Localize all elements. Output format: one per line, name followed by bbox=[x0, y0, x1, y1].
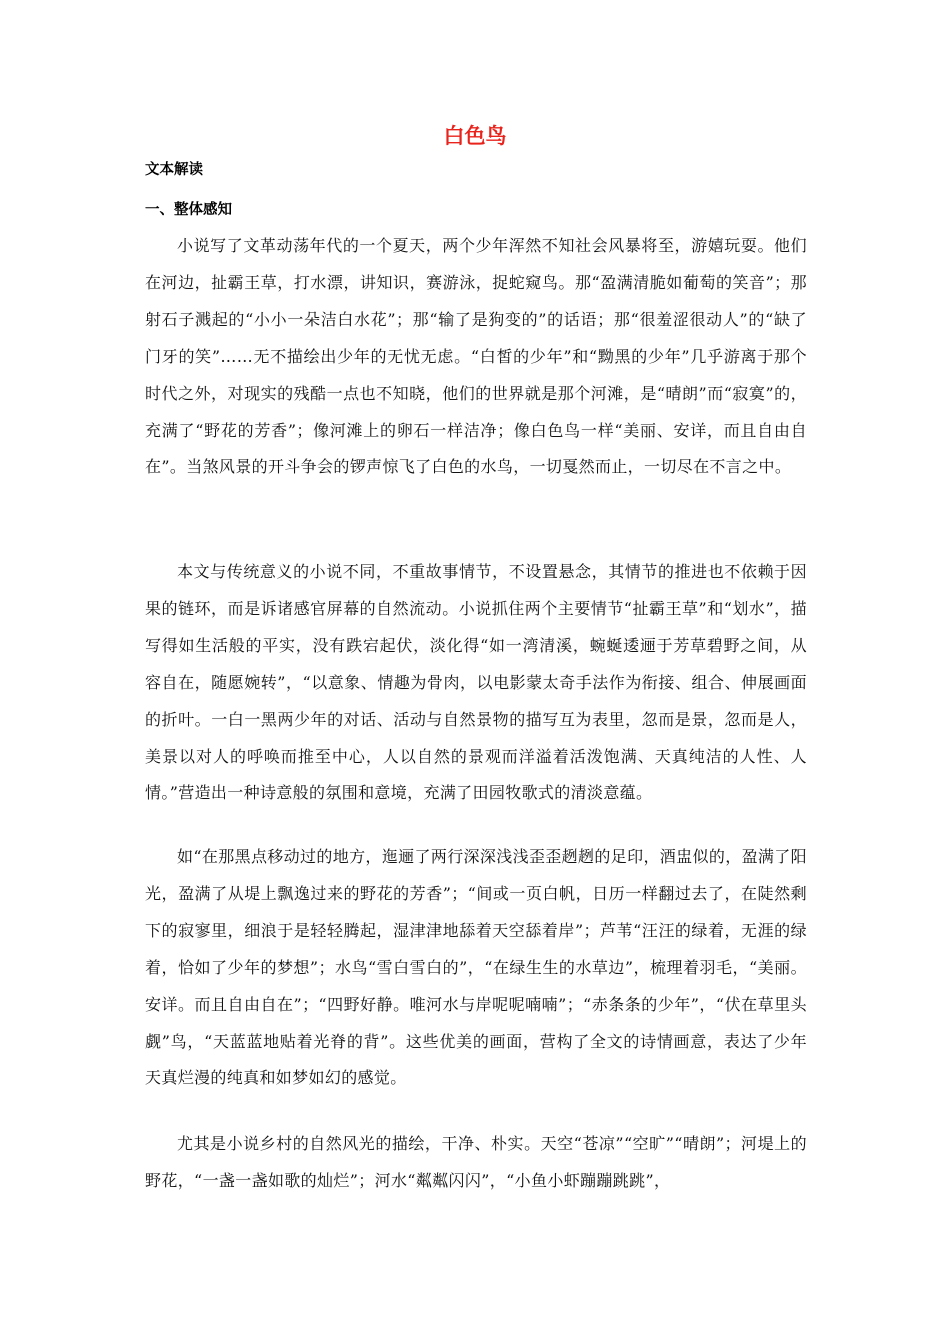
document-title: 白色鸟 bbox=[443, 124, 507, 148]
section-heading: 文本解读 bbox=[145, 162, 203, 178]
paragraph: 如“在那黑点移动过的地方，迤逦了两行深深浅浅歪歪趔趔的足印，酒盅似的，盈满了阳光，盈满了从堤上飘逸过来的野花的芳香”；“间或一页白帆，日历一样翻过去了，在陡然剩下的寂寥里，细浪于是轻轻腾起，湿津津地舔着天空舔着岸”；芦苇“汪汪的绿着，无涯的绿着，恰如了少年的梦想”；水鸟“雪白雪白的”，“在绿生生的水草边”，梳理着羽毛，“美丽。安详。而且自由自在”；“四野好静。唯河水与岸呢呢喃喃”；“赤条条的少年”，“伏在草里头觑”鸟，“天蓝蓝地贴着光脊的背”。这些优美的画面，营构了全文的诗情画意，表达了少年天真烂漫的纯真和如梦如幻的感觉。 bbox=[145, 847, 807, 1088]
paragraph: 尤其是小说乡村的自然风光的描绘，干净、朴实。天空“苍凉”“空旷”“晴朗”；河堤上的野花，“一盏一盏如歌的灿烂”；河水“粼粼闪闪”，“小鱼小虾蹦蹦跳跳”， bbox=[145, 1134, 807, 1190]
paragraph: 本文与传统意义的小说不同，不重故事情节，不设置悬念，其情节的推进也不依赖于因果的链环，而是诉诸感官屏幕的自然流动。小说抓住两个主要情节“扯霸王草”和“划水”，描写得如生活般的平实，没有跌宕起伏，淡化得“如一湾清溪，蜿蜒逶逦于芳草碧野之间，从容自在，随愿婉转”，“以意象、情趣为骨肉，以电影蒙太奇手法作为衔接、组合、伸展画面的折叶。一白一黑两少年的对话、活动与自然景物的描写互为表里，忽而是景，忽而是人，美景以对人的呼唤而推至中心，人以自然的景观而洋溢着活泼饱满、天真纯洁的人性、人情。”营造出一种诗意般的氛围和意境，充满了田园牧歌式的清淡意蕴。 bbox=[145, 562, 807, 803]
subsection-heading: 一、整体感知 bbox=[145, 202, 232, 218]
paragraph: 小说写了文革动荡年代的一个夏天，两个少年浑然不知社会风暴将至，游嬉玩耍。他们在河边，扯霸王草，打水漂，讲知识，赛游泳，捉蛇窥鸟。那“盈满清脆如葡萄的笑音”；那射石子溅起的“小小一朵洁白水花”；那“输了是狗变的”的话语；那“很羞涩很动人”的“缺了门牙的笑”……无不描绘出少年的无忧无虑。“白皙的少年”和“黝黑的少年”几乎游离于那个时代之外，对现实的残酷一点也不知晓，他们的世界就是那个河滩，是“晴朗”而“寂寞”的，充满了“野花的芳香”；像河滩上的卵石一样洁净；像白色鸟一样“美丽、安详，而且自由自在”。当煞风景的开斗争会的锣声惊飞了白色的水鸟，一切戛然而止，一切尽在不言之中。 bbox=[145, 236, 807, 477]
